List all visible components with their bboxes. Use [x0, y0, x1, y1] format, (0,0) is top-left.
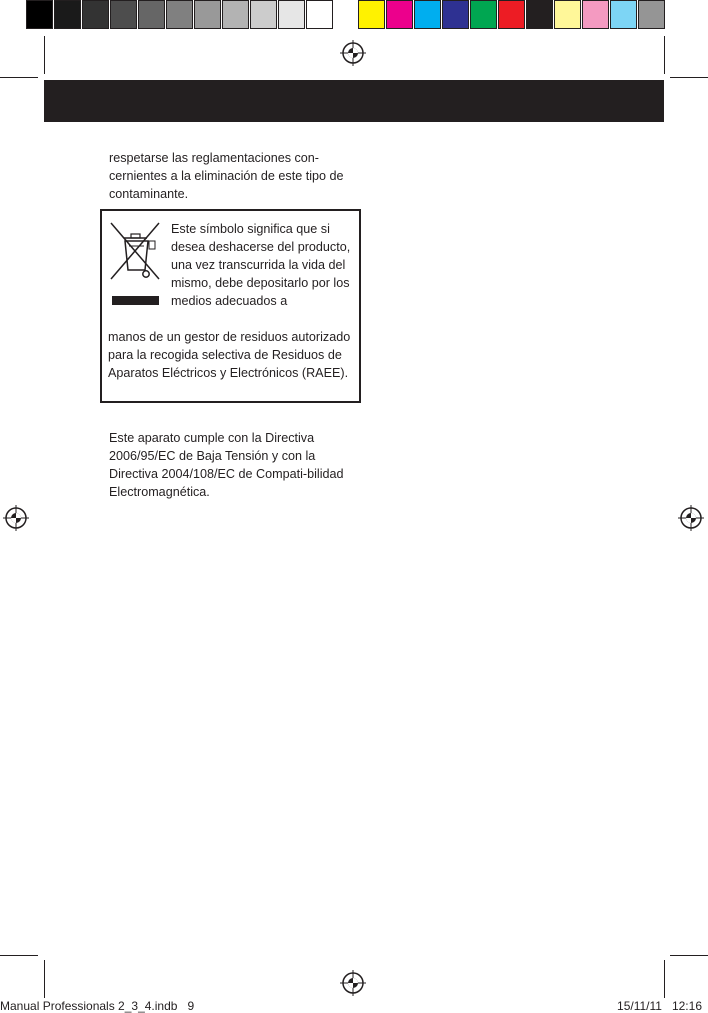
page-header-bar	[44, 80, 664, 122]
registration-mark-icon	[340, 40, 366, 66]
registration-mark-icon	[3, 505, 29, 531]
crop-mark-bottom-right-vertical	[664, 960, 665, 998]
color-swatch	[442, 0, 469, 29]
grayscale-color-bar	[26, 0, 334, 32]
weee-notice-text-continued: manos de un gestor de residuos autorizado para la recogida selectiva de Residuos de Aparatos Eléctricos y Electrónicos (RAEE).	[108, 330, 351, 380]
color-swatch	[138, 0, 165, 29]
crop-mark-top-left-horizontal	[0, 77, 38, 78]
weee-black-bar	[112, 296, 159, 305]
color-swatch	[222, 0, 249, 29]
process-color-bar	[358, 0, 666, 32]
color-swatch	[306, 0, 333, 29]
color-swatch	[358, 0, 385, 29]
crop-mark-bottom-right-horizontal	[670, 955, 708, 956]
color-swatch	[582, 0, 609, 29]
color-swatch	[526, 0, 553, 29]
color-swatch	[498, 0, 525, 29]
color-swatch	[470, 0, 497, 29]
registration-mark-icon	[340, 970, 366, 996]
color-swatch	[110, 0, 137, 29]
file-slug: Manual Professionals 2_3_4.indb 9	[0, 999, 195, 1013]
color-swatch	[250, 0, 277, 29]
paragraph-directive-compliance: Este aparato cumple con la Directiva 2006/95/EC de Baja Tensión y con la Directiva 2004/108/EC de Compati-bilidad Electromagnética.	[109, 431, 344, 499]
crop-mark-top-right-vertical	[664, 36, 665, 74]
crop-mark-top-left-vertical	[44, 36, 45, 74]
color-swatch	[54, 0, 81, 29]
color-swatch	[414, 0, 441, 29]
color-swatch	[194, 0, 221, 29]
registration-mark-icon	[678, 505, 704, 531]
weee-notice-box	[100, 209, 361, 403]
crop-mark-bottom-left-horizontal	[0, 955, 38, 956]
crossed-out-wheelie-bin-icon	[109, 221, 161, 281]
paragraph-disposal-regulations: respetarse las reglamentaciones con-cernientes a la eliminación de este tipo de contaminante.	[109, 151, 344, 201]
color-swatch	[638, 0, 665, 29]
color-swatch	[554, 0, 581, 29]
color-swatch	[26, 0, 53, 29]
crop-mark-bottom-left-vertical	[44, 960, 45, 998]
crop-mark-top-right-horizontal	[670, 77, 708, 78]
color-swatch	[166, 0, 193, 29]
weee-notice-text: Este símbolo significa que si desea deshacerse del producto, una vez transcurrida la vida del mismo, debe depositarlo por los medios adecuados a	[171, 222, 351, 308]
color-swatch	[82, 0, 109, 29]
color-swatch	[278, 0, 305, 29]
date-slug: 15/11/11 12:16	[617, 999, 702, 1013]
color-swatch	[386, 0, 413, 29]
color-swatch	[610, 0, 637, 29]
